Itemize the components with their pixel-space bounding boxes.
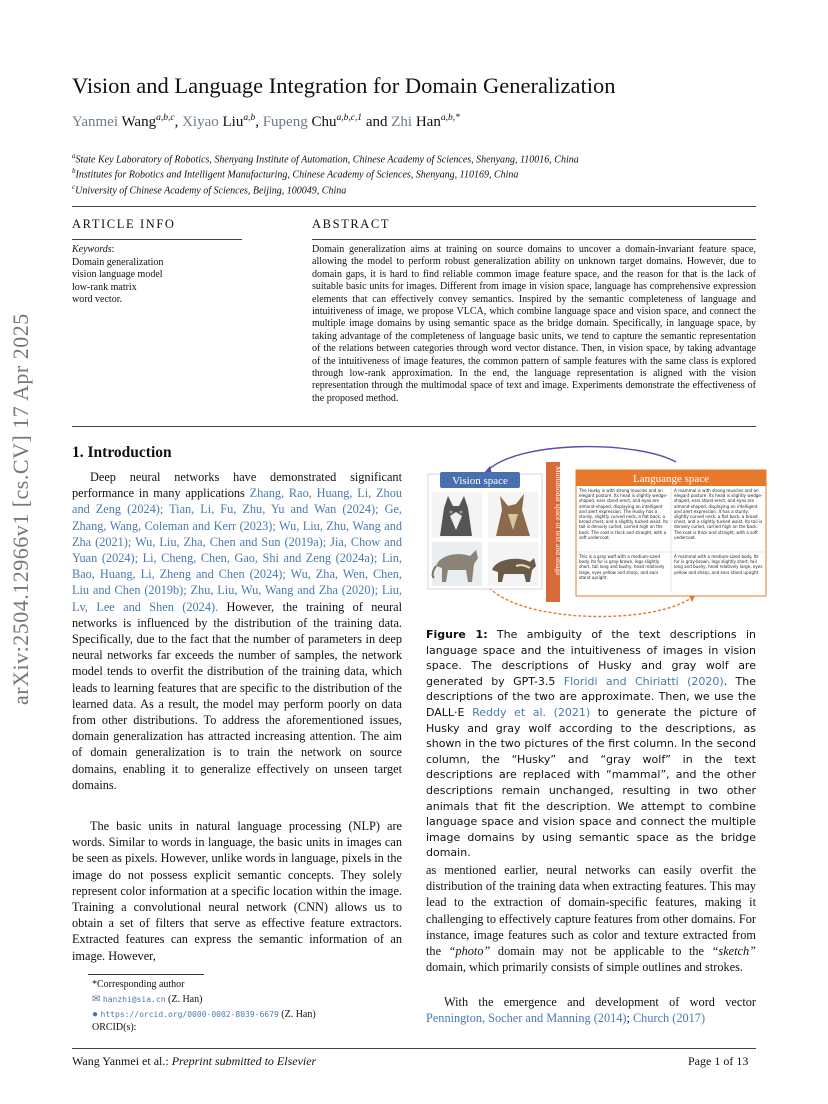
affiliation-b: $^b$Institutes for Robotics and Intelligent Manufacturing, Chinese Academy of Sciences, Shenyang, 110169, China <box>72 167 519 181</box>
citation-link[interactable]: Church (2017) <box>632 1011 706 1026</box>
intro-paragraph-2: The basic units in natural language processing (NLP) are words. Similar to words in language, the basic units in images can be seen as pixels. However, unlike words in language, pixels in the image do not possess explicit semantic concepts. They solely represent color information at a specific location within the image. Training a convolutional neural network (CNN) allows us to obtain a set of filters that serve as effective feature extractors. Extracted features can express the semantic information of an image. However, <box>72 819 402 963</box>
wolf-description: This is a gray wolf with a medium-sized body. Its fur is gray-brown, legs slightly short, tail long and bushy, head relatively large, eyes yellow and sharp, and ears stand upright. <box>579 554 665 580</box>
footer-left: Wang Yanmei et al.: Preprint submitted to Elsevier <box>72 1054 317 1068</box>
language-space-label: Languange space <box>632 473 710 485</box>
citation-link[interactable]: Reddy et al. (2021) <box>472 705 591 719</box>
footnote-orcid: ● https://orcid.org/0000-0002-8039-6679 (Z. Han) <box>92 1009 316 1020</box>
vision-space-label: Vision space <box>452 475 508 487</box>
paper-title: Vision and Language Integration for Domain Generalization <box>72 73 616 98</box>
author-1: Yanmei Wang$^{a,b,c}$ <box>72 113 175 130</box>
abstract-end-rule <box>72 426 756 427</box>
orcid-link[interactable]: https://orcid.org/0000-0002-8039-6679 <box>100 1010 279 1019</box>
article-info-heading: ARTICLE INFO <box>72 217 176 231</box>
mail-icon: ✉ <box>92 994 101 1005</box>
article-info-rule <box>72 239 242 240</box>
multimodal-label: Multimodal space of text and image <box>554 466 563 576</box>
footnote-corresponding: *Corresponding author <box>92 979 185 990</box>
abstract-heading: ABSTRACT <box>312 217 391 231</box>
author-list: Yanmei Wang$^{a,b,c}$, Xiyao Liu$^{a,b}$, Fupeng Chu$^{a,b,c,1}$ and Zhi Han$^{a,b,*}$ <box>72 113 460 130</box>
gray-wolf-image <box>432 542 482 586</box>
citation-link[interactable]: Pennington, Socher and Manning (2014) <box>426 1011 627 1026</box>
authors-and: and <box>365 114 388 130</box>
mammal-description-2: A mammal with a medium-sized body. Its fur is gray-brown, legs slightly short, tail long and bushy, head relatively large, eyes yellow and sharp, and ears stand upright. <box>674 554 763 575</box>
email-link[interactable]: hanzhi@sia.cn <box>102 995 166 1004</box>
footnote-orcid-label: ORCID(s): <box>92 1022 137 1033</box>
top-arc <box>486 447 676 472</box>
abstract-rule <box>312 239 756 240</box>
keywords-block: Keywords: Domain generalization vision language model low-rank matrix word vector. <box>72 244 164 306</box>
keyword: word vector. <box>72 294 122 306</box>
figure-1 <box>426 444 770 622</box>
figure-1-caption: Figure 1: The ambiguity of the text descriptions in language space and the intuitiveness of images in vision space. The descriptions of Husky and gray wolf are generated by GPT-3.5 Floridi and Chiriatti (2020). The descriptions of the two are approximate. Then, we use the DALL·E Reddy et al. (2021) to generate the picture of Husky and gray wolf according to the descriptions, as shown in the two pictures of the first column. In the second column, the “Husky” and “gray wolf” in the text descriptions are replaced with “mammal”, and the other descriptions remain unchanged, resulting in two other animals that fit the description. We attempt to combine language space and vision space and connect the multiple image domains by using semantic space as the bridge domain. <box>426 628 757 860</box>
author-4: Zhi Han$^{a,b,*}$ <box>391 113 460 130</box>
section-heading-introduction: 1. Introduction <box>72 444 172 461</box>
arxiv-stamp: arXiv:2504.12966v1 [cs.CV] 17 Apr 2025 <box>8 313 33 705</box>
right-paragraph-2: With the emergence and development of word vector Pennington, Socher and Manning (2014); Church (2017) <box>426 995 756 1026</box>
header-rule <box>72 206 756 207</box>
right-paragraph-1: as mentioned earlier, neural networks can easily overfit the distribution of the training data when extracting features. This may lead to the extraction of domain-specific features, making it challenging to effectively capture features from other domains. For instance, image features such as color and texture extracted from the “photo” domain may not be applicable to the “sketch” domain, which primarily consists of simple outlines and strokes. <box>426 863 756 975</box>
keyword: low-rank matrix <box>72 281 137 293</box>
mammal-description-1: A mammal is with strong muscles and an elegant posture. Its head is slightly wedge-shaped, ears stand erect, and eyes are almond-shaped, displaying an intelligent and alert expression. It has a sturdy, slightly curved neck, a flat back, a broad chest, and a slightly tucked waist. Its tail is densely curled, carried high on the back. The coat is thick and straight, with a soft undercoat. <box>674 488 763 540</box>
keyword: vision language model <box>72 269 163 281</box>
keyword: Domain generalization <box>72 256 164 268</box>
citation-links[interactable]: Zhang, Rao, Huang, Li, Zhou and Zeng (2024); Tian, Li, Fu, Zhu, Yu and Wan (2024); Ge, Zhang, Wang, Coleman and Kerr (2023); Wu, Liu, Zhu, Wang and Zha (2021); Wu, Liu, Zha, Chen and Sun (2019a); Jia, Chow and Yuan (2024); Li, Cheng, Chen, Gao, Shi and Zeng (2024a); Lin, Bao, Huang, Li, Zheng and Chen (2024); Wu, Zha, Wen, Chen, Liu and Chen (2019b); Zhu, Liu, Wu, Wang and Zha (2020); Liu, Lv, Lee and Shen (2024). <box>72 486 402 614</box>
affiliation-c: $^c$University of Chinese Academy of Sciences, Beijing, 100049, China <box>72 183 347 197</box>
husky-description: The Husky is with strong muscles and an elegant posture. Its head is slightly wedge-shaped, ears stand erect, and eyes are almond-shaped, displaying an intelligent and alert expression. The Husky has a sturdy, slightly curved neck, a flat back, a broad chest, and a slightly tucked waist. Its tail is densely curled, carried high on the back. The coat is thick and straight, with a soft undercoat. <box>579 488 669 540</box>
author-3: Fupeng Chu$^{a,b,c,1}$ <box>262 113 363 130</box>
citation-link[interactable]: Floridi and Chiriatti (2020) <box>563 674 724 688</box>
orcid-icon: ● <box>92 1009 99 1020</box>
abstract-text: Domain generalization aims at training on source domains to uncover a domain-invariant feature space, allowing the model to perform robust generalization ability on unknown target domains. However, due to domain gaps, it is hard to find reliable common image feature space, and the reason for that is the lack of suitable basic units for images. Different from image in vision space, language has comprehensive expression elements that can effectively convey semantics. Inspired by the semantic completeness of language and intuitiveness of image, we propose VLCA, which combine language space and vision space, and connect the multiple image domains by using semantic space as the bridge domain. Specifically, in language space, by taking advantage of the completeness of language basic units, we tend to capture the semantic representation of the relations between categories through word vector distance. Then, in vision space, by taking advantage of the intuitiveness of image features, the common pattern of sample features with the same class is explored through low-rank approximation. In the end, the language representation is aligned with the vision representation through the multimodal space of text and image. Experiments demonstrate the effectiveness of the proposed method. <box>312 244 756 404</box>
mammal-2-image <box>488 542 538 586</box>
footnote-email: ✉ hanzhi@sia.cn (Z. Han) <box>92 994 203 1005</box>
footer-rule <box>72 1048 756 1049</box>
intro-paragraph-1: Deep neural networks have demonstrated significant performance in many applications Zhang, Rao, Huang, Li, Zhou and Zeng (2024); Tian, Li, Fu, Zhu, Yu and Wan (2024); Ge, Zhang, Wang, Coleman and Kerr (2023); Wu, Liu, Zhu, Wang and Zha (2021); Wu, Liu, Zha, Chen and Sun (2019a); Jia, Chow and Yuan (2024); Li, Cheng, Chen, Gao, Shi and Zeng (2024a); Lin, Bao, Huang, Li, Zheng and Chen (2024); Wu, Zha, Wen, Chen, Liu and Chen (2019b); Zhu, Liu, Wu, Wang and Zha (2020); Liu, Lv, Lee and Shen (2024). However, the training of neural networks is influenced by the distribution of the training data. Specifically, due to the fact that the number of parameters in deep neural networks far exceeds the number of samples, the network model tends to overfit the distribution of the training data, which leads to learning features that are specific to the distribution of the learned data. As a result, the model may perform poorly on data from other distributions. To address the aforementioned issues, domain generalization has attracted increasing attention. The aim of domain generalization is to train the network on source domains, enabling it to generalize effectively on unseen target domains. <box>72 470 402 792</box>
mammal-1-image <box>488 492 538 538</box>
author-2: Xiyao Liu$^{a,b}$ <box>182 113 256 130</box>
page-number: Page 1 of 13 <box>688 1054 749 1068</box>
keywords-label: Keywords <box>72 244 112 255</box>
footnote-rule <box>88 974 204 975</box>
husky-image <box>432 492 482 538</box>
affiliation-a: $^a$State Key Laboratory of Robotics, Shenyang Institute of Automation, Chinese Academy of Sciences, Shenyang, 110016, China <box>72 152 579 166</box>
